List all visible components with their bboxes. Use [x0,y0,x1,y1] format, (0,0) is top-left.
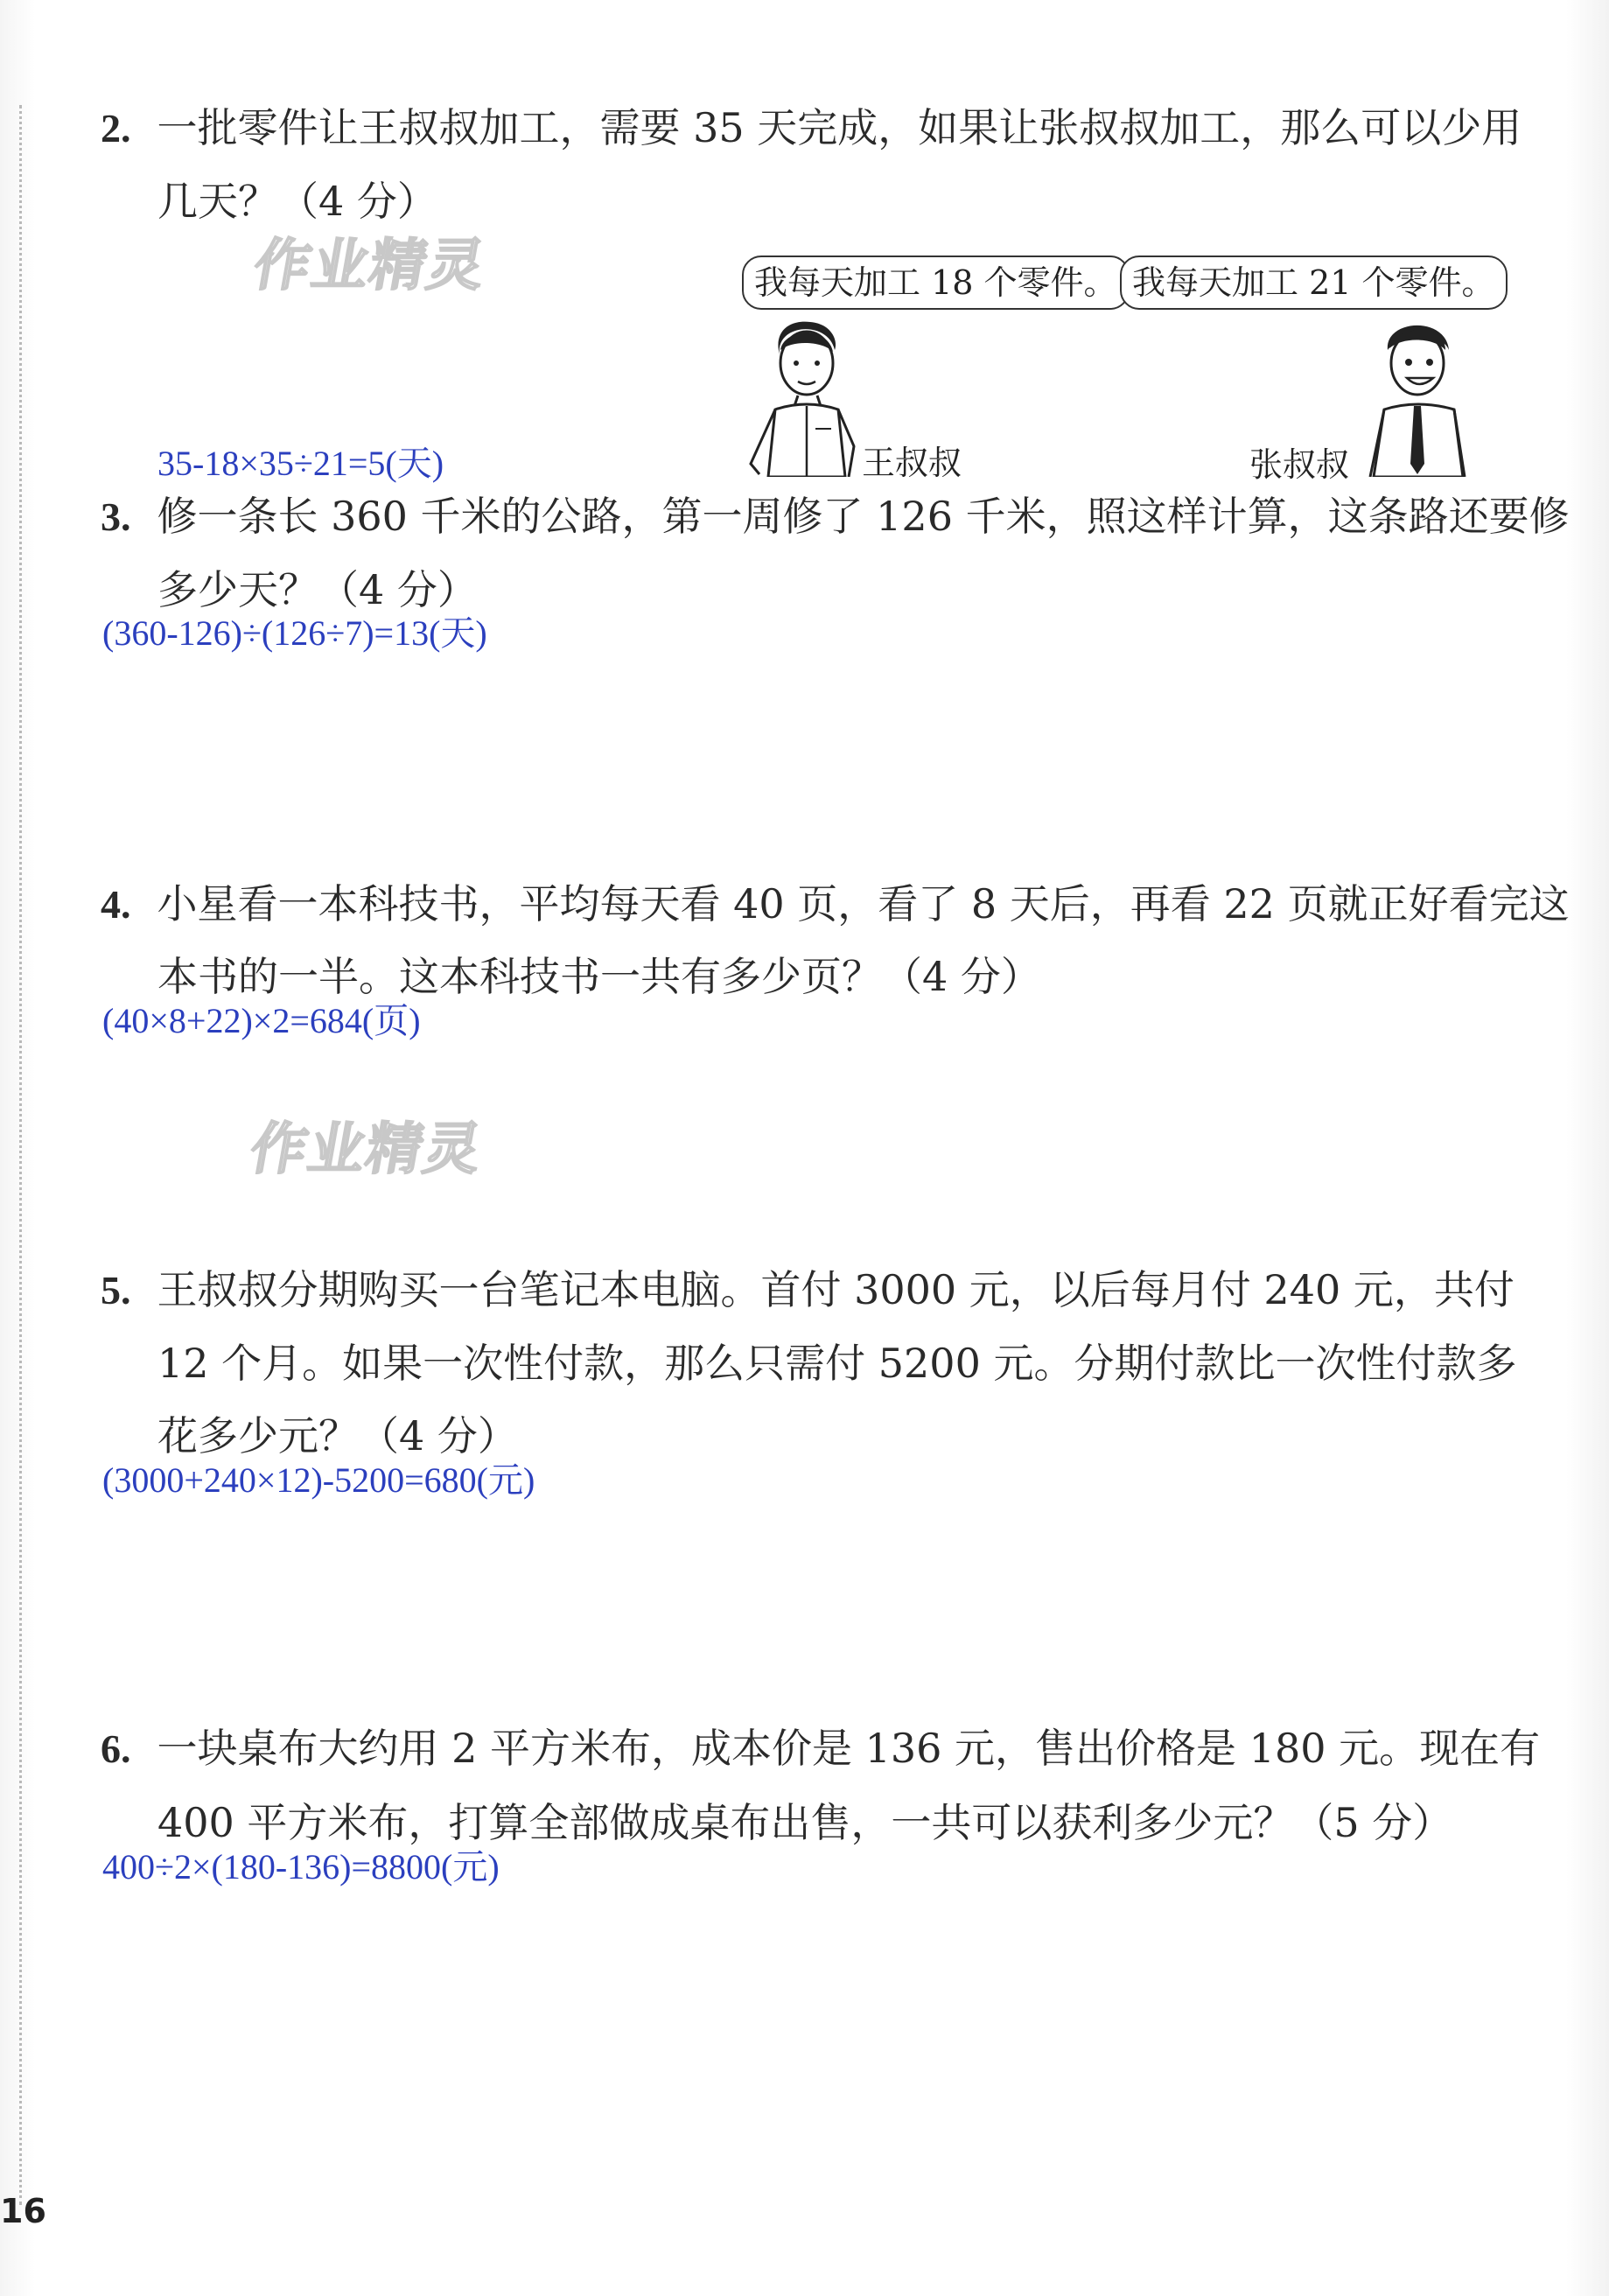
question-4-answer: (40×8+22)×2=684(页) [102,1001,421,1040]
label-uncle-zhang: 张叔叔 [1249,445,1350,484]
question-5-line-1: 5. 王叔叔分期购买一台笔记本电脑。首付 3000 元，以后每月付 240 元，共付 [101,1266,1515,1313]
question-2-answer: 35-18×35÷21=5(天) [157,444,444,483]
question-3-line-1: 3. 修一条长 360 千米的公路，第一周修了 126 千米，照这样计算，这条路还要修 [101,493,1570,540]
speech-bubble-wang: 我每天加工 18 个零件。 [742,256,1130,310]
watermark: 作业精灵 [245,1117,488,1182]
question-5-line-3: 花多少元？（4 分） [157,1412,518,1460]
page-number: 16 [0,2192,46,2230]
question-3-answer: (360-126)÷(126÷7)=13(天) [102,613,487,653]
uncle-wang-illustration [740,315,871,477]
question-4-line-2: 本书的一半。这本科技书一共有多少页？（4 分） [157,953,1041,1000]
question-6-number: 6. [101,1726,131,1771]
watermark: 作业精灵 [248,234,492,298]
binding-margin-dots [19,105,22,2205]
question-5-answer: (3000+240×12)-5200=680(元) [102,1460,535,1500]
question-5-line-2: 12 个月。如果一次性付款，那么只需付 5200 元。分期付款比一次性付款多 [157,1340,1517,1387]
question-3-line-2: 多少天？（4 分） [157,566,478,613]
uncle-zhang-illustration [1358,315,1472,477]
question-3-number: 3. [101,494,131,539]
label-uncle-wang: 王叔叔 [862,444,962,482]
question-2-line-1: 2. 一批零件让王叔叔加工，需要 35 天完成，如果让张叔叔加工，那么可以少用 [101,104,1522,151]
question-6-answer: 400÷2×(180-136)=8800(元) [102,1847,500,1886]
question-2-line-2: 几天？（4 分） [157,178,437,225]
question-6-line-2: 400 平方米布，打算全部做成桌布出售，一共可以获利多少元？（5 分） [157,1799,1453,1846]
question-2-number: 2. [101,106,131,150]
question-6-line-1: 6. 一块桌布大约用 2 平方米布，成本价是 136 元，售出价格是 180 元。现在有 [101,1725,1541,1772]
speech-bubble-zhang: 我每天加工 21 个零件。 [1120,256,1508,310]
question-5-number: 5. [101,1268,131,1312]
question-4-number: 4. [101,882,131,927]
question-4-line-1: 4. 小星看一本科技书，平均每天看 40 页，看了 8 天后，再看 22 页就正好看完这 [101,880,1570,928]
